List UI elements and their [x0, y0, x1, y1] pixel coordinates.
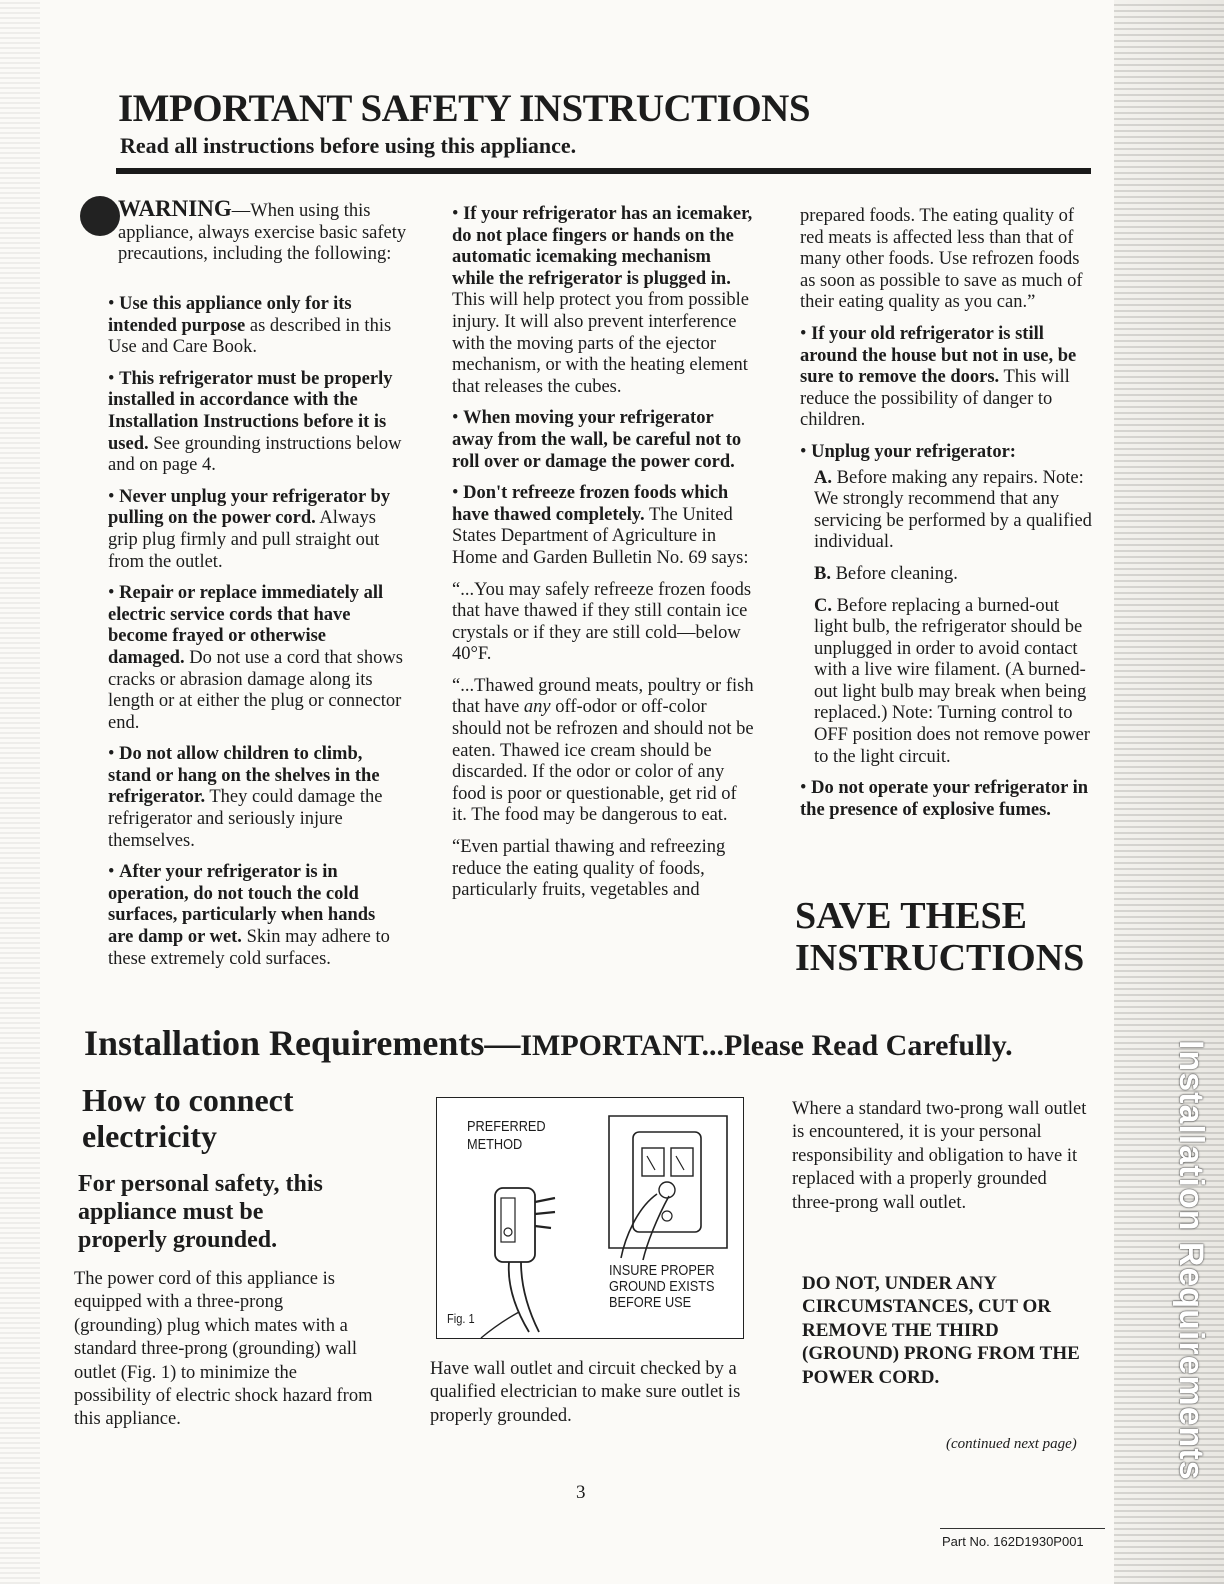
list-item: • Unplug your refrigerator: [800, 441, 1016, 462]
warning-paragraph [118, 198, 410, 266]
do-not-cut-warning: DO NOT, UNDER ANY CIRCUMSTANCES, CUT OR REMOVE THE THIRD (GROUND) PRONG FROM THE POWER CORD. [802, 1273, 1080, 1388]
list-item: • Use this appliance only for its intended purpose as described in this Use and Care Book. [108, 294, 392, 358]
section-tab-strip [1114, 0, 1224, 1584]
list-item: • If your old refrigerator is still around the house but not in use, be sure to remove the doors. This will reduce the possibility of danger to children. [800, 323, 1077, 431]
usda-quote-3: “Even partial thawing and refreezing reduce the eating quality of foods, particularly fruits, vegetables and [452, 837, 726, 901]
unplug-sublist [800, 468, 1096, 769]
warning-text: —When using this appliance, always exercise basic safety precautions, including the following: [118, 201, 407, 265]
sub-item-c: C. Before replacing a burned-out light bulb, the refrigerator should be unplugged in order to avoid contact with a live wire filament. (A burned-out light bulb may break when being replaced.) Note: Turning control to OFF position does not remove power to the light circuit. [814, 595, 1090, 767]
list-item: • Never unplug your refrigerator by pulling on the power cord. Always grip plug firmly and pull straight out from the outlet. [108, 486, 391, 572]
scan-margin [0, 0, 40, 1584]
figure-1-box [436, 1097, 744, 1339]
column-3 [800, 206, 1096, 831]
list-item: • Don't refreeze frozen foods which have thawed completely. The United States Department of Agriculture in Home and Garden Bulletin No. 69 says: [452, 483, 749, 568]
grounding-subheading: For personal safety, this appliance must be properly grounded. [78, 1171, 323, 1253]
usda-quote-1: “...You may safely refreeze frozen foods that have thawed if they still contain ice crystals or if they are still cold—below 40°F. [452, 579, 752, 665]
installation-heading: Installation Requirements—IMPORTANT...Please Read Carefully. [84, 1023, 1013, 1063]
list-item: • Repair or replace immediately all electric service cords that have become frayed or otherwise damaged. Do not use a cord that shows cracks or abrasion damage along its length or at either the plug or connector end. [108, 583, 403, 733]
quote-continued: prepared foods. The eating quality of red meats is affected less than that of many other foods. Use refrozen foods as soon as possible to save as much of their eating quality as you can.” [800, 206, 1083, 313]
page-subtitle: Read all instructions before using this appliance. [120, 133, 577, 158]
figure-label-insure-2: GROUND EXISTS [609, 1278, 715, 1295]
page-title: IMPORTANT SAFETY INSTRUCTIONS [118, 87, 811, 130]
list-item: • Do not operate your refrigerator in the presence of explosive fumes. [800, 778, 1089, 820]
warning-icon [80, 196, 120, 236]
list-item: • After your refrigerator is in operation, do not touch the cold surfaces, particularly when hands are damp or wet. Skin may adhere to these extremely cold surfaces. [108, 862, 390, 969]
figure-label-insure-3: BEFORE USE [609, 1294, 692, 1311]
section-tab-label: Installation Requirements [1172, 1040, 1210, 1481]
grounded-outlet-illustration [437, 1098, 745, 1340]
column-2 [452, 204, 754, 912]
list-item: • This refrigerator must be properly installed in accordance with the Installation Instructions before it is used. See grounding instructions below and on page 4. [108, 368, 402, 476]
figure-label-method: METHOD [467, 1136, 523, 1153]
figure-caption: Have wall outlet and circuit checked by a qualified electrician to make sure outlet is properly grounded. [430, 1359, 741, 1426]
continued-note: (continued next page) [946, 1436, 1077, 1452]
warning-heading: WARNING [118, 196, 232, 221]
usda-quote-2: “...Thawed ground meats, poultry or fish that have any off-odor or off-color should not be refrozen and should not be eaten. Thawed ice cream should be discarded. If the odor or color of any food is poor or questionable, get rid of it. The food may be dangerous to eat. [452, 675, 754, 826]
connect-electricity-heading: How to connect electricity [82, 1082, 294, 1154]
figure-label-preferred: PREFERRED [467, 1118, 546, 1135]
header-rule [116, 168, 1091, 174]
sub-item-b: B. Before cleaning. [814, 563, 958, 584]
column-1 [118, 198, 410, 276]
column-1-list [108, 294, 403, 980]
list-item: • If your refrigerator has an icemaker, do not place fingers or hands on the automatic icemaking mechanism while the refrigerator is plugged in. This will help protect you from possible injury. It will also prevent interference with the moving parts of the ejector mechanism, or with the heating element that releases the cubes. [452, 204, 753, 397]
two-prong-paragraph: Where a standard two-prong wall outlet is encountered, it is your personal responsibility and obligation to have it replaced with a properly grounded three-prong wall outlet. [792, 1099, 1087, 1213]
footer-rule [940, 1528, 1105, 1529]
sub-item-a: A. Before making any repairs. Note: We strongly recommend that any servicing be performed by a qualified individual. [814, 467, 1092, 553]
list-item: • When moving your refrigerator away from the wall, be careful not to roll over or damage the power cord. [452, 408, 742, 472]
page-number: 3 [576, 1482, 586, 1503]
part-number: Part No. 162D1930P001 [942, 1534, 1084, 1549]
save-instructions-heading: SAVE THESE INSTRUCTIONS [795, 895, 1085, 979]
figure-number: Fig. 1 [447, 1311, 475, 1326]
list-item: • Do not allow children to climb, stand or hang on the shelves in the refrigerator. They could damage the refrigerator and seriously injure themselves. [108, 744, 383, 851]
figure-label-insure-1: INSURE PROPER [609, 1262, 715, 1279]
grounding-body: The power cord of this appliance is equipped with a three-prong (grounding) plug which mates with a standard three-prong (grounding) wall outlet (Fig. 1) to minimize the possibility of electric shock hazard from this appliance. [74, 1269, 373, 1430]
